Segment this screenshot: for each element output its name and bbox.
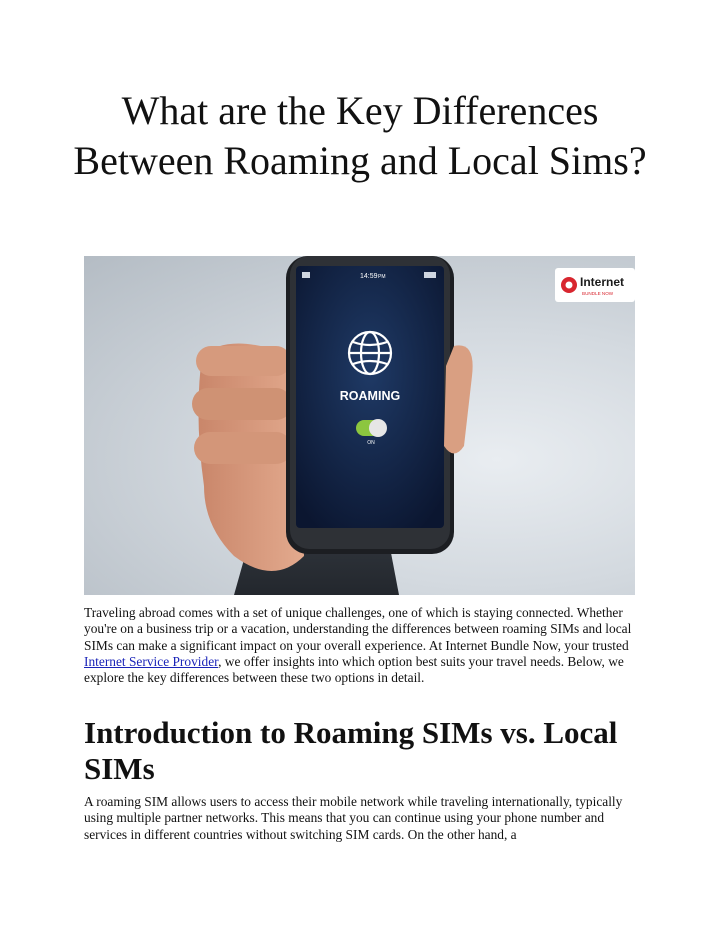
page-title: What are the Key Differences Between Roaming and Local Sims? — [73, 88, 647, 183]
roaming-label: ROAMING — [339, 389, 401, 403]
toggle-label: ON — [367, 440, 375, 446]
section-paragraph: A roaming SIM allows users to access their mobile network while traveling internationally, typically using multiple partner networks. This means that you can continue using your phone number and services in different countries without switching SIM cards. On the other hand, a — [84, 794, 623, 842]
intro-paragraph — [84, 605, 636, 686]
finger — [192, 388, 292, 420]
hero-illustration — [84, 256, 635, 595]
logo-sub: BUNDLE NOW — [582, 291, 614, 296]
intro-text-start: Traveling abroad comes with a set of unique challenges, one of which is staying connected. Whether you're on a business trip or a vacation, understanding the differences between roaming SIMs and local SIMs can make a significant impact on your overall experience. At Internet Bundle Now, your trusted — [84, 605, 632, 653]
phone-time: 14:59 — [360, 273, 378, 280]
battery-icon — [424, 272, 436, 278]
logo-mark-inner — [566, 282, 573, 289]
phone-time-suffix: PM — [378, 274, 386, 280]
logo-word: Internet — [580, 275, 625, 289]
finger — [196, 346, 291, 376]
internet-service-provider-link[interactable]: Internet Service Provider — [84, 653, 219, 669]
thumb — [444, 345, 473, 453]
finger — [194, 432, 292, 464]
hero-image — [84, 256, 635, 595]
section-heading: Introduction to Roaming SIMs vs. Local SIMs — [84, 715, 618, 786]
toggle-knob — [369, 419, 387, 437]
signal-icon — [302, 272, 310, 278]
intro-text-end: , we offer insights into which option best suits your travel needs. Below, we explore the key differences between these two options in detail. — [84, 653, 624, 686]
